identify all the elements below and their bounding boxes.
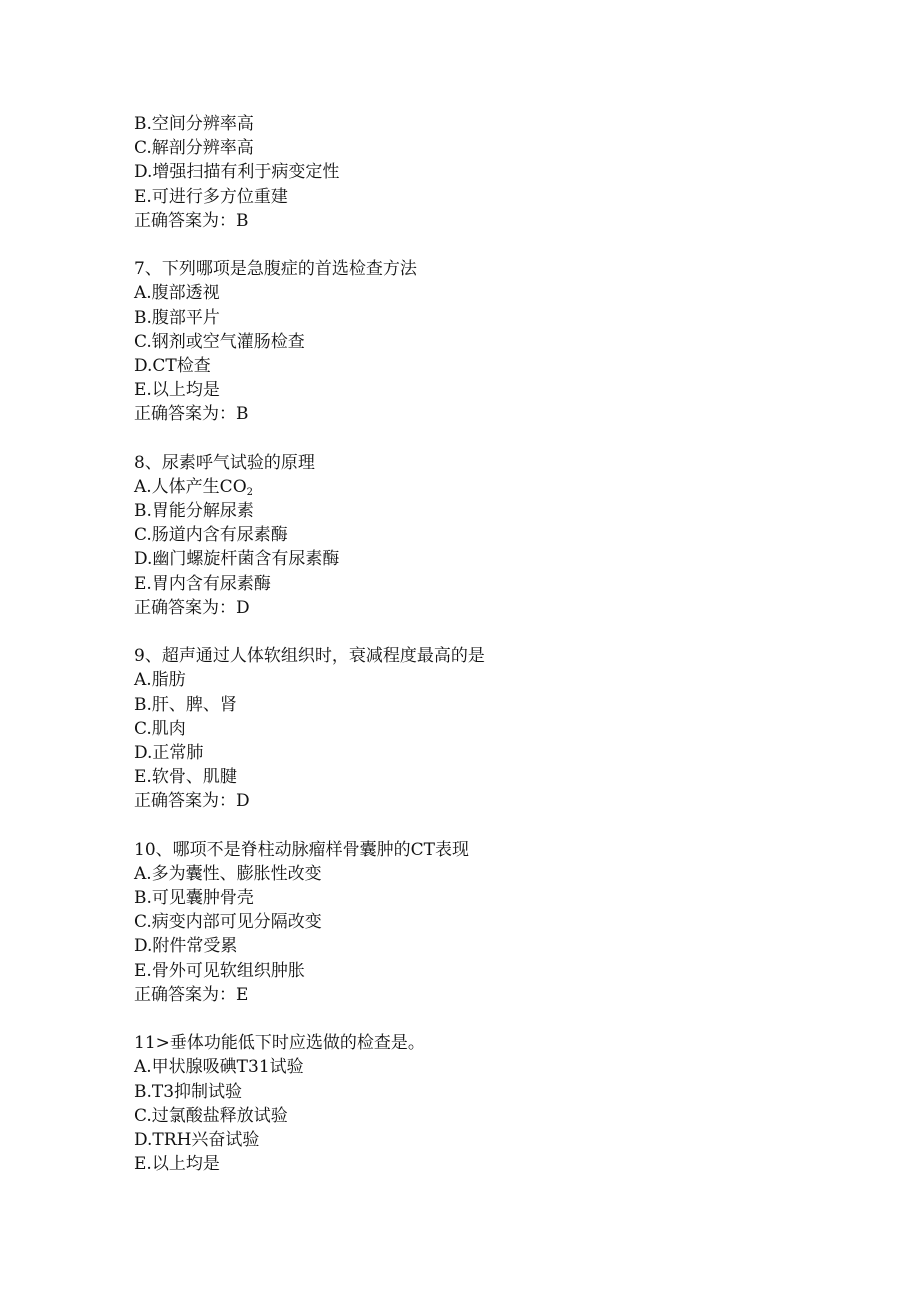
option-c: C.病变内部可见分隔改变	[134, 912, 322, 933]
question-10	[134, 838, 874, 1007]
option-c: C.过氯酸盐释放试验	[134, 1105, 288, 1126]
option-e: E.以上均是	[134, 380, 220, 401]
answer-line: 正确答案为：D	[134, 597, 250, 618]
spacer	[134, 620, 874, 644]
option-e: E.骨外可见软组织肿胀	[134, 960, 305, 981]
option-c: C.钢剂或空气灌肠检查	[134, 331, 305, 352]
option-c: C.肠道内含有尿素酶	[134, 525, 288, 546]
option-d: D.TRH兴奋试验	[134, 1129, 260, 1150]
option-e: E.胃内含有尿素酶	[134, 573, 271, 594]
answer-line: 正确答案为：B	[134, 210, 249, 231]
spacer	[134, 426, 874, 450]
question-stem: 8、尿素呼气试验的原理	[134, 452, 315, 473]
option-d: D.增强扫描有利于病变定性	[134, 162, 340, 183]
option-d: D.CT检查	[134, 355, 211, 376]
option-a: A.腹部透视	[134, 283, 220, 304]
option-a: A.脂肪	[134, 670, 186, 691]
question-6-continued	[134, 112, 874, 233]
option-c: C.肌肉	[134, 718, 186, 739]
question-9	[134, 644, 874, 813]
question-8	[134, 451, 874, 620]
question-7	[134, 257, 874, 426]
option-a: A.多为囊性、膨胀性改变	[134, 863, 322, 884]
spacer	[134, 233, 874, 257]
question-stem: 9、超声通过人体软组织时，衰减程度最高的是	[134, 646, 485, 667]
option-d: D.正常肺	[134, 742, 204, 763]
option-b: B.空间分辨率高	[134, 114, 254, 134]
exam-page	[134, 112, 874, 1176]
subscript-2: 2	[246, 486, 253, 498]
option-c: C.解剖分辨率高	[134, 138, 254, 159]
answer-line: 正确答案为：B	[134, 404, 249, 425]
option-b: B.腹部平片	[134, 307, 220, 328]
spacer	[134, 1007, 874, 1031]
option-e: E.软骨、肌腱	[134, 767, 237, 788]
option-d: D.附件常受累	[134, 936, 238, 957]
option-e: E.可进行多方位重建	[134, 186, 288, 207]
option-b: B.T3抑制试验	[134, 1081, 243, 1102]
answer-line: 正确答案为：E	[134, 984, 249, 1005]
question-stem: 7、下列哪项是急腹症的首选检查方法	[134, 259, 417, 280]
option-b: B.胃能分解尿素	[134, 501, 254, 521]
spacer	[134, 813, 874, 837]
option-a: A.甲状腺吸碘T31试验	[134, 1057, 304, 1078]
option-b: B.肝、脾、肾	[134, 694, 237, 715]
question-11	[134, 1031, 874, 1176]
question-stem: 11>垂体功能低下时应选做的检查是。	[134, 1033, 425, 1054]
option-a-text: A.人体产生CO	[134, 476, 247, 497]
option-a	[134, 475, 874, 499]
option-e: E.以上均是	[134, 1154, 220, 1175]
option-b: B.可见囊肿骨壳	[134, 888, 254, 908]
option-d: D.幽门螺旋杆菌含有尿素酶	[134, 549, 340, 570]
answer-line: 正确答案为：D	[134, 791, 250, 812]
question-stem: 10、哪项不是脊柱动脉瘤样骨囊肿的CT表现	[134, 839, 469, 860]
